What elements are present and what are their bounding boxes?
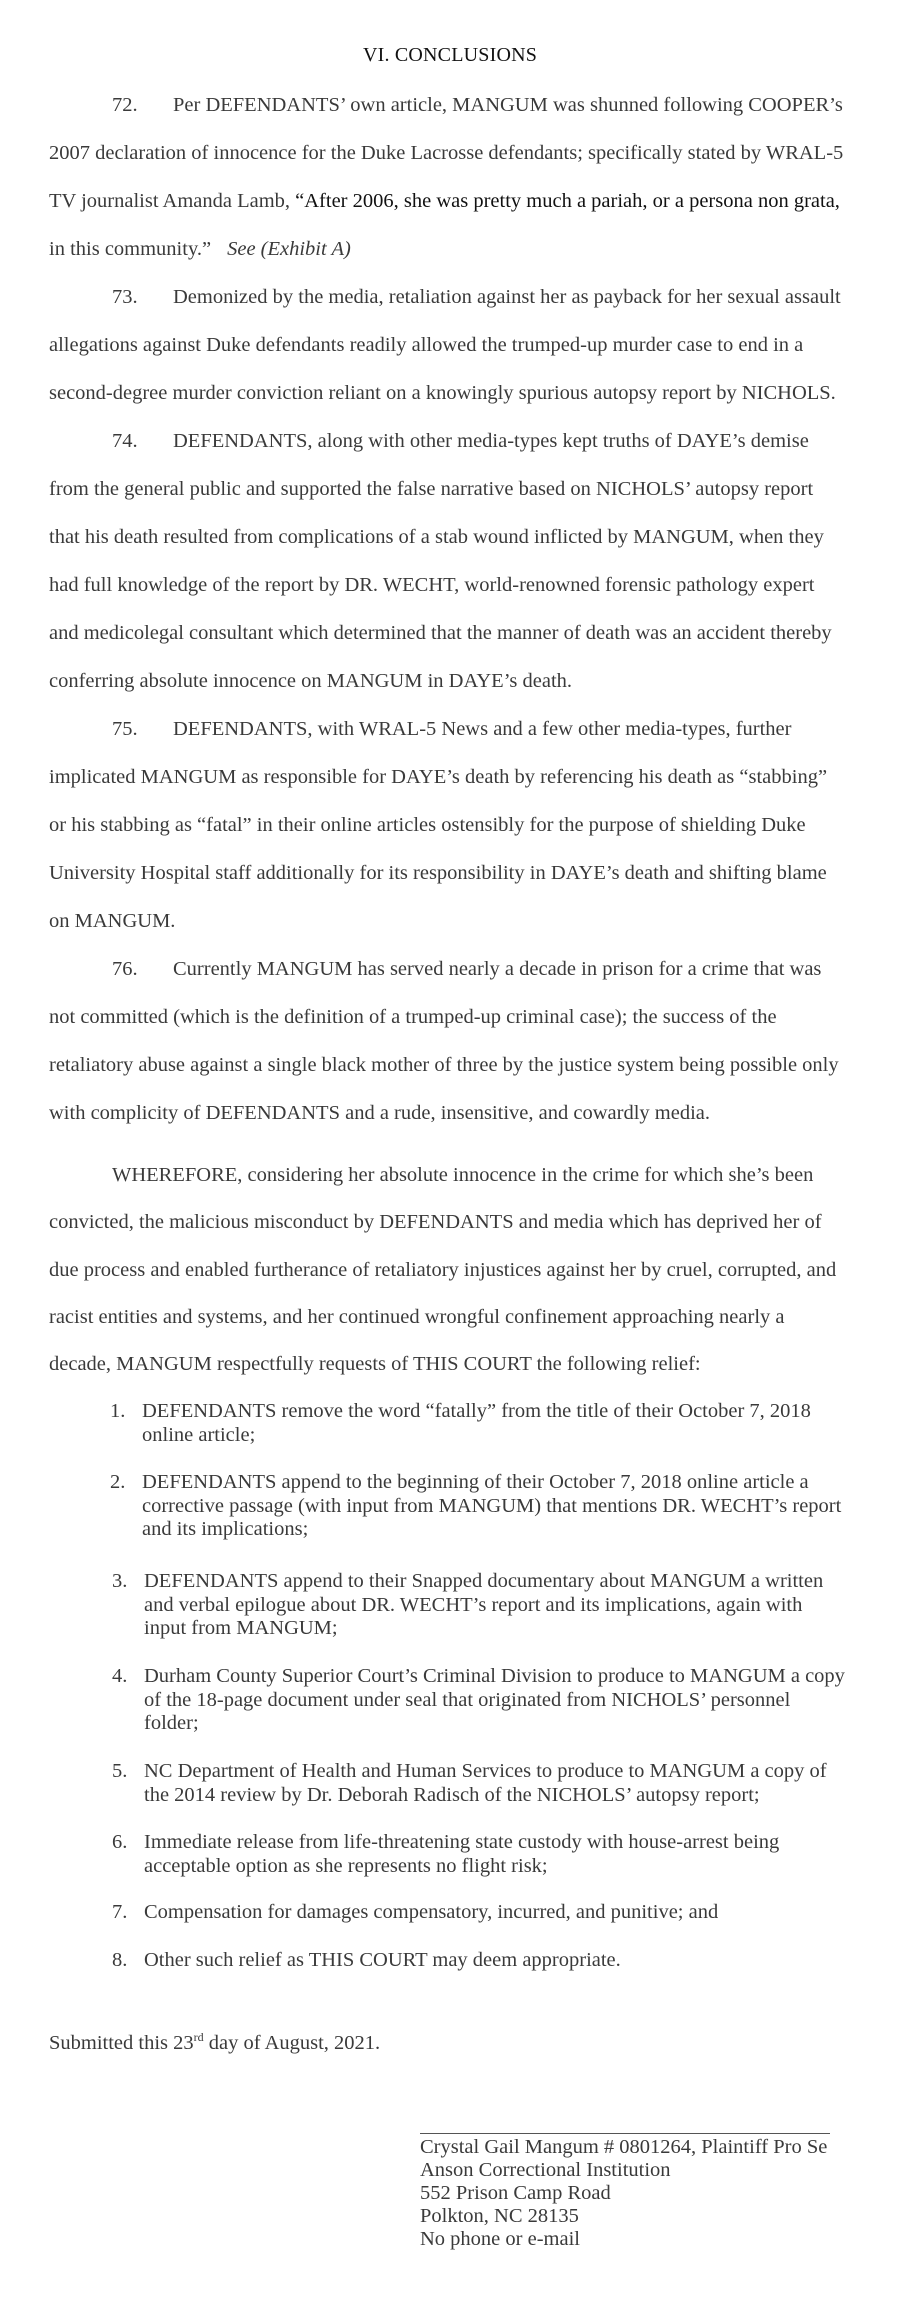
- signer-city: Polkton, NC 28135: [420, 2205, 579, 2227]
- paragraph-line: Currently MANGUM has served nearly a decade in prison for a crime that was: [173, 958, 822, 980]
- paragraph-line: Demonized by the media, retaliation against her as payback for her sexual assault: [173, 286, 841, 308]
- submission-date: [49, 2031, 380, 2055]
- paragraph-line: allegations against Duke defendants readily allowed the trumped-up murder case to end in a: [49, 334, 804, 356]
- paragraph-line: second-degree murder conviction reliant on a knowingly spurious autopsy report by NICHOLS.: [49, 382, 836, 404]
- signer-contact: No phone or e-mail: [420, 2228, 580, 2250]
- paragraph-line-text: TV journalist Amanda Lamb,: [49, 190, 296, 212]
- list-line: and verbal epilogue about DR. WECHT’s report and its implications, again with: [144, 1594, 803, 1616]
- paragraph-line: not committed (which is the definition of a trumped-up criminal case); the success of the: [49, 1006, 777, 1028]
- list-number: 2.: [110, 1471, 126, 1493]
- list-line: Durham County Superior Court’s Criminal Division to produce to MANGUM a copy: [144, 1665, 845, 1687]
- paragraph-line: retaliatory abuse against a single black mother of three by the justice system being possible only: [49, 1054, 839, 1076]
- paragraph-line: [49, 189, 840, 213]
- paragraph-line: due process and enabled furtherance of retaliatory injustices against her by cruel, corrupted, and: [49, 1259, 837, 1281]
- paragraph-line: racist entities and systems, and her continued wrongful confinement approaching nearly a: [49, 1306, 785, 1328]
- list-line: DEFENDANTS append to the beginning of their October 7, 2018 online article a: [142, 1471, 809, 1493]
- signer-name: Crystal Gail Mangum # 0801264, Plaintiff Pro Se: [420, 2136, 828, 2158]
- submission-date-rest: day of August, 2021.: [203, 2032, 381, 2054]
- paragraph-line: from the general public and supported the false narrative based on NICHOLS’ autopsy report: [49, 478, 814, 500]
- paragraph-line: Per DEFENDANTS’ own article, MANGUM was shunned following COOPER’s: [173, 94, 843, 116]
- paragraph-line: University Hospital staff additionally for its responsibility in DAYE’s death and shifting blame: [49, 862, 827, 884]
- list-line: DEFENDANTS remove the word “fatally” from the title of their October 7, 2018: [142, 1400, 811, 1422]
- paragraph-line: implicated MANGUM as responsible for DAYE’s death by referencing his death as “stabbing”: [49, 766, 828, 788]
- submission-date-prefix: Submitted this 23: [49, 2032, 194, 2054]
- list-line: online article;: [142, 1424, 256, 1446]
- paragraph-line: 2007 declaration of innocence for the Duke Lacrosse defendants; specifically stated by WRAL-5: [49, 142, 844, 164]
- signature-line: [420, 2133, 830, 2134]
- list-line: DEFENDANTS append to their Snapped documentary about MANGUM a written: [144, 1570, 824, 1592]
- list-number: 4.: [112, 1665, 128, 1687]
- list-number: 5.: [112, 1760, 128, 1782]
- quoted-statement: “After 2006, she was pretty much a pariah, or a persona non grata,: [295, 190, 840, 212]
- paragraph-line: DEFENDANTS, with WRAL-5 News and a few other media-types, further: [173, 718, 792, 740]
- paragraph-line-text: in this community.”: [49, 238, 212, 260]
- paragraph-line: and medicolegal consultant which determined that the manner of death was an accident thereby: [49, 622, 832, 644]
- list-line: corrective passage (with input from MANGUM) that mentions DR. WECHT’s report: [142, 1495, 842, 1517]
- list-line: Compensation for damages compensatory, incurred, and punitive; and: [144, 1901, 719, 1923]
- list-line: NC Department of Health and Human Services to produce to MANGUM a copy of: [144, 1760, 827, 1782]
- list-line: and its implications;: [142, 1518, 309, 1540]
- list-number: 6.: [112, 1831, 128, 1853]
- list-line: input from MANGUM;: [144, 1617, 338, 1639]
- list-line: Immediate release from life-threatening state custody with house-arrest being: [144, 1831, 780, 1853]
- paragraph-number: 76.: [112, 958, 138, 980]
- paragraph-number: 72.: [112, 94, 138, 116]
- list-line: folder;: [144, 1712, 199, 1734]
- list-number: 1.: [110, 1400, 126, 1422]
- paragraph-line: decade, MANGUM respectfully requests of THIS COURT the following relief:: [49, 1353, 701, 1375]
- paragraph-line: conferring absolute innocence on MANGUM in DAYE’s death.: [49, 670, 573, 692]
- paragraph-line: [49, 237, 351, 261]
- ordinal-suffix: rd: [193, 2030, 204, 2044]
- paragraph-line: with complicity of DEFENDANTS and a rude, insensitive, and cowardly media.: [49, 1102, 710, 1124]
- list-line: acceptable option as she represents no flight risk;: [144, 1855, 548, 1877]
- paragraph-line: on MANGUM.: [49, 910, 176, 932]
- paragraph-line: WHEREFORE, considering her absolute innocence in the crime for which she’s been: [112, 1164, 814, 1186]
- list-line: the 2014 review by Dr. Deborah Radisch of the NICHOLS’ autopsy report;: [144, 1784, 760, 1806]
- paragraph-number: 74.: [112, 430, 138, 452]
- list-number: 8.: [112, 1949, 128, 1971]
- list-number: 3.: [112, 1570, 128, 1592]
- paragraph-number: 73.: [112, 286, 138, 308]
- exhibit-citation: See (Exhibit A): [227, 238, 351, 260]
- paragraph-line: that his death resulted from complications of a stab wound inflicted by MANGUM, when they: [49, 526, 824, 548]
- paragraph-line: convicted, the malicious misconduct by DEFENDANTS and media which has deprived her of: [49, 1211, 822, 1233]
- paragraph-number: 75.: [112, 718, 138, 740]
- paragraph-line: DEFENDANTS, along with other media-types kept truths of DAYE’s demise: [173, 430, 809, 452]
- signer-institution: Anson Correctional Institution: [420, 2159, 671, 2181]
- list-number: 7.: [112, 1901, 128, 1923]
- list-line: of the 18-page document under seal that originated from NICHOLS’ personnel: [144, 1689, 791, 1711]
- paragraph-line: had full knowledge of the report by DR. WECHT, world-renowned forensic pathology expert: [49, 574, 815, 596]
- section-title: VI. CONCLUSIONS: [362, 44, 538, 66]
- paragraph-line: or his stabbing as “fatal” in their online articles ostensibly for the purpose of shielding Duke: [49, 814, 806, 836]
- list-line: Other such relief as THIS COURT may deem appropriate.: [144, 1949, 621, 1971]
- signer-street: 552 Prison Camp Road: [420, 2182, 611, 2204]
